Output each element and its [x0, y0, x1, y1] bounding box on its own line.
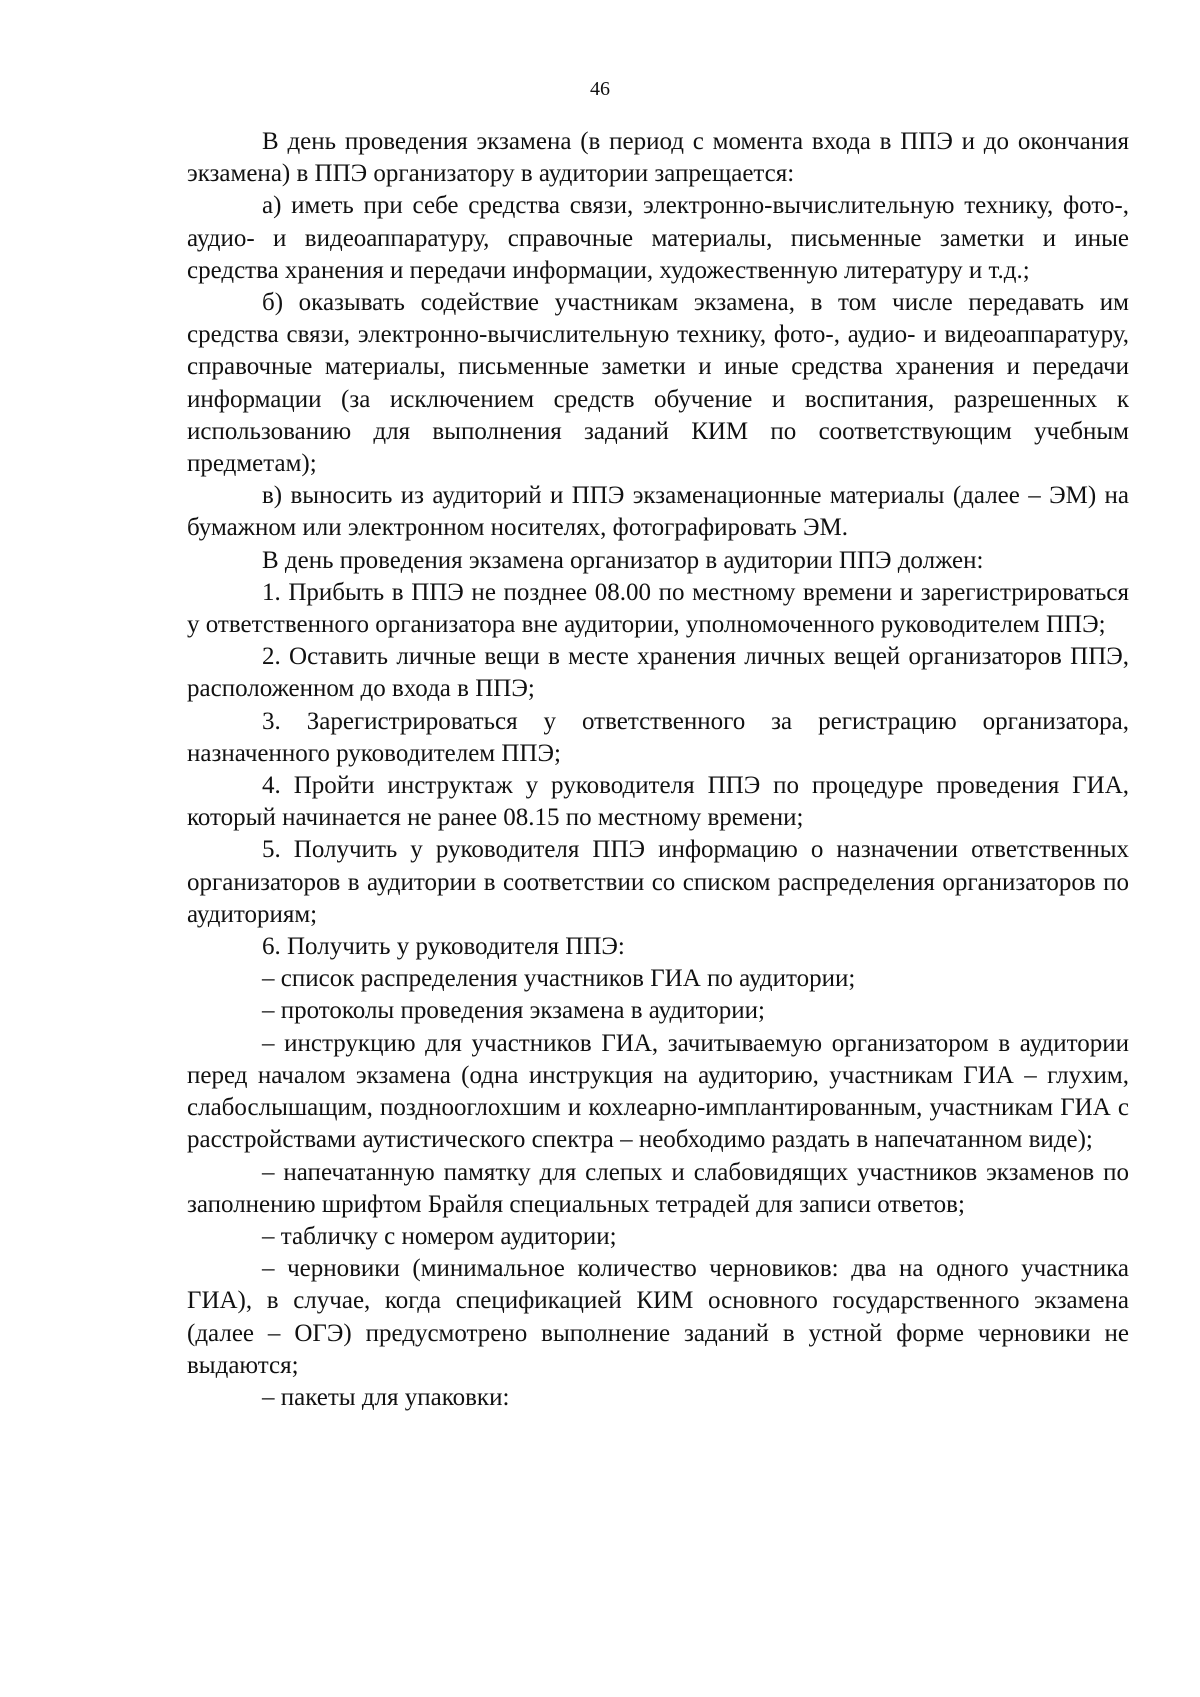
paragraph-duty-4: 4. Пройти инструктаж у руководителя ППЭ по процедуре проведения ГИА, который начинается не ранее 08.15 по местному времени; [187, 772, 1129, 832]
paragraph-duty-3: 3. Зарегистрироваться у ответственного за регистрацию организатора, назначенного руководителем ППЭ; [187, 707, 1129, 767]
paragraph-prohibition-a: а) иметь при себе средства связи, электронно-вычислительную технику, фото-, аудио- и видеоаппаратуру, справочные материалы, письменные заметки и иные средства хранения и передачи информации, художественную литературу и т.д.; [187, 192, 1129, 284]
page-number: 46 [590, 78, 610, 100]
paragraph-duty-2: 2. Оставить личные вещи в месте хранения личных вещей организаторов ППЭ, расположенном до входа в ППЭ; [187, 643, 1129, 703]
paragraph-prohibition-b: б) оказывать содействие участникам экзамена, в том числе передавать им средства связи, электронно-вычислительную технику, фото-, аудио- и видеоаппаратуру, справочные материалы, письменные заметки и иные средства хранения и передачи информации (за исключением средств обучение и воспитания, разрешенных к использованию для выполнения заданий КИМ по соответствующим учебным предметам); [187, 289, 1129, 478]
paragraph-duty-5: 5. Получить у руководителя ППЭ информацию о назначении ответственных организаторов в аудитории в соответствии со списком распределения организаторов по аудиториям; [187, 836, 1129, 928]
list-item-distribution-list: – список распределения участников ГИА по аудитории; [262, 965, 856, 993]
list-item-drafts: – черновики (минимальное количество черновиков: два на одного участника ГИА), в случае, когда спецификацией КИМ основного государственного экзамена (далее – ОГЭ) предусмотрено выполнение заданий в устной форме черновики не выдаются; [187, 1255, 1129, 1379]
list-item-room-sign: – табличку с номером аудитории; [262, 1222, 617, 1250]
list-item-packages: – пакеты для упаковки: [262, 1383, 510, 1411]
document-body [187, 126, 1129, 1414]
list-item-braille-memo: – напечатанную памятку для слепых и слабовидящих участников экзаменов по заполнению шрифтом Брайля специальных тетрадей для записи ответов; [187, 1158, 1129, 1218]
list-item-protocols: – протоколы проведения экзамена в аудитории; [262, 997, 765, 1025]
paragraph-duty-1: 1. Прибыть в ППЭ не позднее 08.00 по местному времени и зарегистрироваться у ответственного организатора вне аудитории, уполномоченного руководителем ППЭ; [187, 578, 1129, 639]
paragraph-intro-prohibited: В день проведения экзамена (в период с момента входа в ППЭ и до окончания экзамена) в ППЭ организатору в аудитории запрещается: [187, 128, 1129, 188]
paragraph-duty-6: 6. Получить у руководителя ППЭ: [262, 933, 625, 961]
list-item-instruction: – инструкцию для участников ГИА, зачитываемую организатором в аудитории перед началом экзамена (одна инструкция на аудиторию, участникам ГИА – глухим, слабослышащим, позднооглохшим и кохлеарно-имплантированным, участникам ГИА с расстройствами аутистического спектра – необходимо раздать в напечатанном виде); [187, 1029, 1129, 1154]
paragraph-intro-duties: В день проведения экзамена организатор в аудитории ППЭ должен: [262, 546, 984, 574]
paragraph-prohibition-v: в) выносить из аудиторий и ППЭ экзаменационные материалы (далее – ЭМ) на бумажном или электронном носителях, фотографировать ЭМ. [187, 482, 1129, 542]
